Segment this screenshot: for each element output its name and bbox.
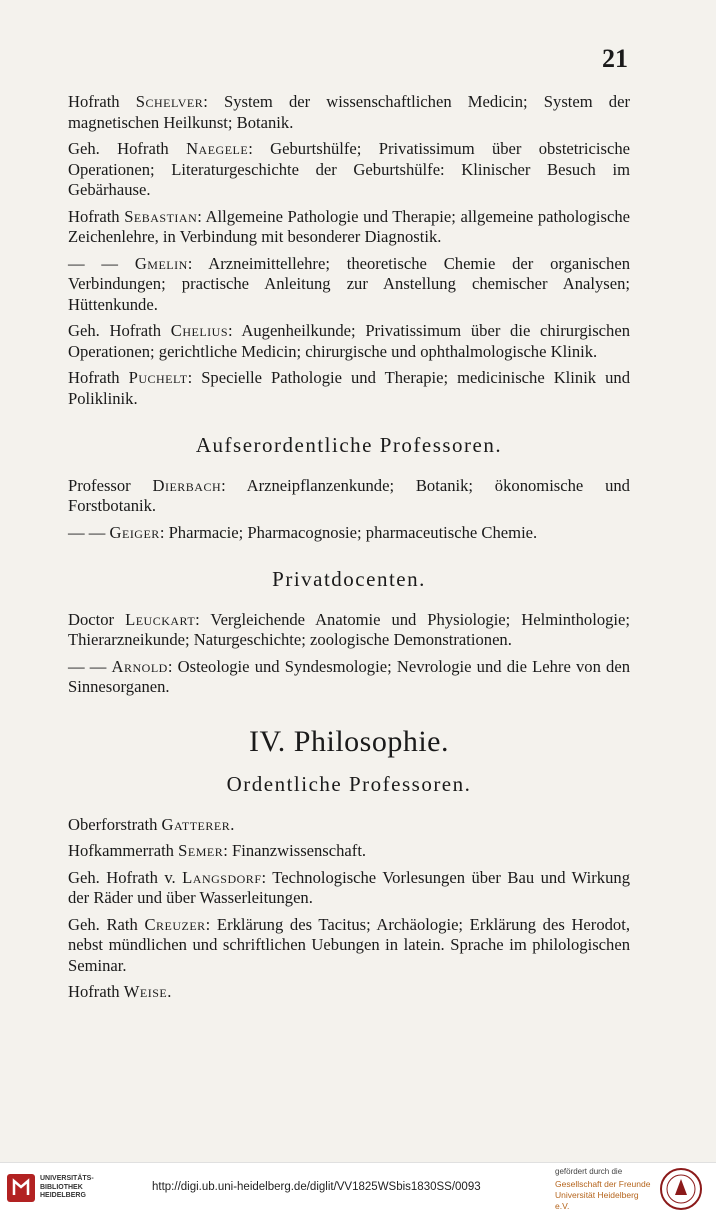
entry	[68, 815, 630, 836]
entry-name: Gmelin	[134, 253, 188, 273]
entry-title: Geh. Hofrath	[68, 139, 169, 158]
entry-text: : Technologische Vorlesungen über Bau und Wirkung der Räder und über Wasserleitungen.	[68, 867, 630, 907]
entry-name: Langsdorf	[182, 867, 262, 887]
entry-title: Oberforstrath	[68, 814, 158, 834]
entry-name: Geiger	[109, 522, 160, 542]
entry	[68, 476, 630, 517]
entry-text: : Vergleichende Anatomie und Physiologie; Helminthologie; Thierarzneikunde; Naturgeschichte; zoologische Demonstrationen.	[68, 609, 631, 649]
heading-privatdozenten: Privatdocenten.	[272, 567, 426, 591]
entry	[68, 207, 630, 248]
entry-text: : Allgemeine Pathologie und Therapie; allgemeine pathologische Zeichenlehre, in Verbindung mit besonderer Diagnostik.	[68, 206, 630, 246]
entry-name: Gatterer	[161, 814, 231, 834]
library-name: UNIVERSITÄTS-BIBLIOTHEK HEIDELBERG	[40, 1175, 94, 1199]
entry-text: : Geburtshülfe; Privatissimum über obstetricische Operationen; Literaturgeschichte der Geburtshülfe: Klinischer Besuch im Gebärhause.	[68, 139, 630, 199]
philosophy-entries	[68, 815, 630, 1003]
entry-text: : Augenheilkunde; Privatissimum über die chirurgischen Operationen; gerichtliche Medicin; chirurgische und ophthalmologische Klinik.	[68, 321, 631, 361]
entry	[68, 368, 630, 409]
entry-name: Semer	[178, 841, 224, 860]
entry-title: Hofrath	[68, 92, 120, 111]
entry-name: Creuzer	[144, 914, 206, 934]
entry-name: Naegele	[186, 139, 249, 158]
permalink-url[interactable]: http://digi.ub.uni-heidelberg.de/diglit/VV1825WSbis1830SS/0093	[152, 1181, 481, 1193]
heading-philosophy: IV. Philosophie.	[249, 724, 449, 758]
entry-title: — —	[68, 522, 106, 542]
page-number: 21	[602, 44, 628, 73]
entry-title: Geh. Hofrath v.	[68, 867, 176, 887]
entry-text: .	[167, 982, 172, 1001]
entry-text: : Arzneipflanzenkunde; Botanik; ökonomische und Forstbotanik.	[68, 475, 630, 515]
entry-name: Sebastian	[124, 206, 198, 226]
entry-title: Geh. Hofrath	[68, 321, 162, 340]
entry-title: — —	[68, 656, 107, 676]
entry-title: Professor	[68, 475, 131, 495]
entry-text: : Specielle Pathologie und Therapie; medicinische Klinik und Poliklinik.	[68, 368, 630, 408]
entry	[68, 610, 630, 651]
entry-text: : Finanzwissenschaft.	[223, 841, 367, 860]
entry-title: Hofrath	[68, 368, 120, 387]
university-seal-icon	[659, 1167, 703, 1211]
entry-name: Puchelt	[128, 368, 188, 387]
entry-name: Chelius	[170, 321, 228, 340]
heading-extraordinary: Aufserordentliche Professoren.	[195, 433, 503, 457]
entry-name: Leuckart	[125, 609, 196, 629]
entry-text: .	[230, 814, 235, 834]
entry	[68, 915, 630, 977]
entry	[68, 868, 630, 909]
viewer-footer	[0, 1162, 716, 1215]
library-logo-icon	[6, 1173, 36, 1203]
entry	[68, 321, 630, 362]
extraordinary-entries	[68, 476, 630, 544]
society-name: Gesellschaft der Freunde Universität Heidelberg e.V.	[555, 1179, 651, 1211]
entry-name: Weise	[123, 982, 168, 1001]
entry-text: : Pharmacie; Pharmacognosie; pharmaceutische Chemie.	[159, 522, 538, 542]
entry-title: Hofkammerrath	[68, 841, 174, 860]
entry	[68, 254, 630, 316]
entry	[68, 982, 630, 1003]
entry-text: : Erklärung des Tacitus; Archäologie; Erklärung des Herodot, nebst mündlichen und schriftlichen Uebungen in latein. Sprache im philologischen Seminar.	[68, 914, 630, 975]
entry	[68, 657, 630, 698]
funded-by-label: gefördert durch die	[555, 1167, 623, 1176]
entry-text: : Osteologie und Syndesmologie; Nevrologie und die Lehre von den Sinnesorganen.	[68, 656, 631, 696]
heading-ordinary: Ordentliche Professoren.	[226, 772, 472, 796]
entry	[68, 92, 630, 133]
entry-text: : Arzneimittellehre; theoretische Chemie der organischen Verbindungen; practische Anleitung zur Anstellung chemischer Analysen; Hüttenkunde.	[68, 253, 630, 314]
entry	[68, 139, 630, 201]
entry-name: Schelver	[135, 92, 204, 111]
privat-entries	[68, 610, 630, 698]
entry-title: Hofrath	[68, 206, 120, 226]
page-content	[68, 92, 630, 1009]
entry	[68, 841, 630, 862]
medicine-entries	[68, 92, 630, 409]
entry-title: — —	[68, 253, 118, 273]
entry-name: Dierbach	[152, 475, 222, 495]
entry-title: Doctor	[68, 609, 115, 629]
entry-name: Arnold	[111, 656, 168, 676]
entry-text: : System der wissenschaftlichen Medicin; System der magnetischen Heilkunst; Botanik.	[68, 92, 630, 132]
entry	[68, 523, 630, 544]
entry-title: Geh. Rath	[68, 914, 138, 934]
entry-title: Hofrath	[68, 982, 120, 1001]
